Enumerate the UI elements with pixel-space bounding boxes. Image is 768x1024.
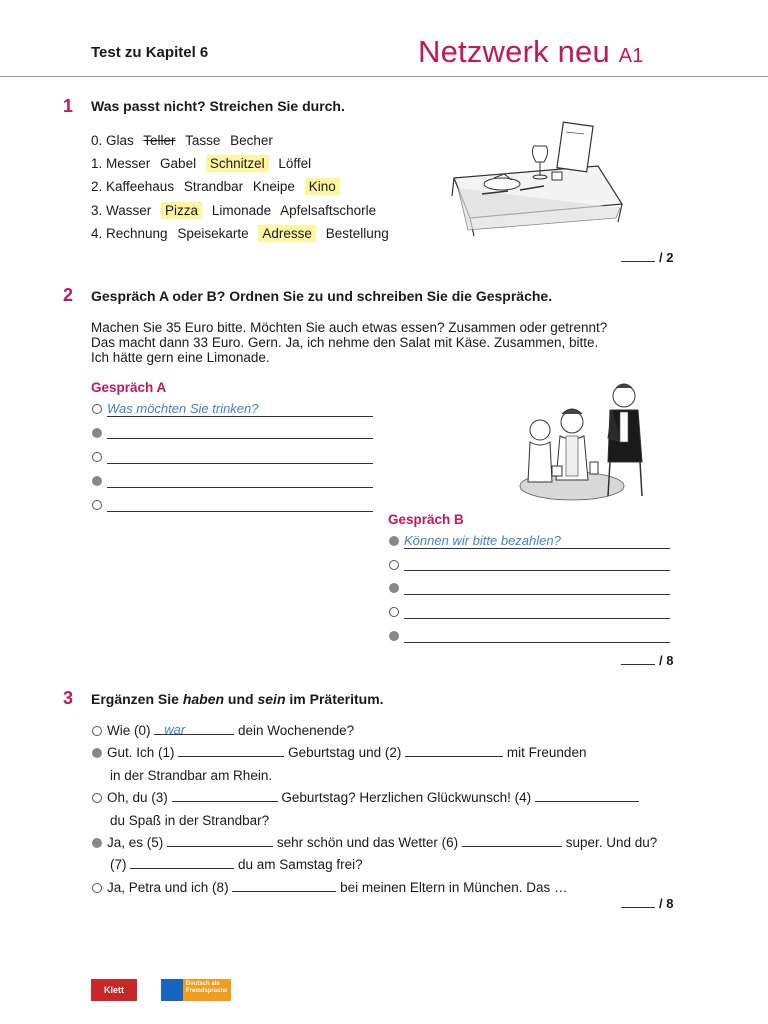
answer-blank[interactable] [130,858,234,869]
speaker-open-icon [92,883,102,893]
daf-logo-text [183,979,231,1001]
dialog-a-title: Gespräch A [91,380,167,395]
task1-row-2 [91,179,346,194]
text3-line-2 [107,745,586,760]
answer-line[interactable] [404,618,670,619]
answer-line[interactable] [107,416,373,417]
task1-row-1 [91,156,317,171]
dialog-b-title: Gespräch B [388,512,464,527]
task3-heading [91,691,384,707]
answer-blank[interactable] [232,881,336,892]
word: 4. Rechnung [91,226,168,241]
speaker-open-icon [92,793,102,803]
answer-blank[interactable] [167,836,273,847]
klett-text: Klett [104,985,124,995]
struck-word: Teller [143,133,176,148]
answer-blank[interactable] [154,724,234,735]
phrase-line: Ich hätte gern eine Limonade. [91,350,270,365]
text: sehr schön und das Wetter (6) [276,835,459,850]
brand-logo [418,34,644,70]
word: Bestellung [325,226,389,241]
speaker-filled-icon [389,536,399,546]
highlighted-word: Schnitzel [206,155,269,172]
heading-part: haben [182,691,225,707]
answer-line[interactable] [107,463,373,464]
header-divider [0,76,768,77]
phrase-line: Machen Sie 35 Euro bitte. Möchten Sie auch etwas essen? Zusammen oder getrennt? [91,320,608,335]
task1-row-0 [91,133,279,148]
task1-score [621,250,673,265]
word: Becher [230,133,273,148]
heading-part: und [224,691,258,707]
text: dein Wochenende? [238,723,355,738]
text: Gut. Ich (1) [107,745,175,760]
phrase-line: Das macht dann 33 Euro. Gern. Ja, ich nehme den Salat mit Käse. Zusammen, bitte. [91,335,599,350]
heading-part: sein [257,691,286,707]
word: 3. Wasser [91,203,152,218]
speaker-open-icon [92,404,102,414]
text3-line-6 [107,835,657,850]
text: (7) [110,857,127,872]
daf-logo-mark [161,979,183,1001]
answer-line[interactable] [404,548,670,549]
klett-logo [91,979,137,1001]
word: 0. Glas [91,133,134,148]
word: Gabel [160,156,197,171]
text3-line-7 [110,857,363,872]
answer-line[interactable] [107,487,373,488]
task3-number: 3 [63,688,74,708]
heading-part: im Präteritum. [285,691,384,707]
word: Strandbar [183,179,244,194]
text: du am Samstag frei? [238,857,363,872]
answer-blank[interactable] [462,836,562,847]
speaker-open-icon [92,500,102,510]
task2-score [621,653,673,668]
task2-heading: Gespräch A oder B? Ordnen Sie zu und schreiben Sie die Gespräche. [91,288,553,304]
score-label: / 8 [659,896,674,911]
speaker-filled-icon [92,838,102,848]
daf-line: Fremdsprache [186,988,228,994]
example-answer: war [164,722,186,737]
text: bei meinen Eltern in München. Das … [340,880,568,895]
answer-line[interactable] [107,438,373,439]
text3-line-5: du Spaß in der Strandbar? [110,813,270,828]
answer-blank[interactable] [535,791,639,802]
word: Kneipe [252,179,295,194]
word: 2. Kaffeehaus [91,179,175,194]
dialog-b-answer: Können wir bitte bezahlen? [404,533,561,548]
text: Wie (0) [107,723,151,738]
word: 1. Messer [91,156,151,171]
score-label: / 8 [659,653,674,668]
text: super. Und du? [565,835,658,850]
answer-line[interactable] [404,570,670,571]
word: Löffel [278,156,312,171]
restaurant-table-illustration [448,118,624,244]
answer-line[interactable] [107,511,373,512]
task1-heading: Was passt nicht? Streichen Sie durch. [91,98,345,114]
text: Oh, du (3) [107,790,168,805]
text3-line-3: in der Strandbar am Rhein. [110,768,273,783]
speaker-open-icon [389,560,399,570]
text: Ja, es (5) [107,835,164,850]
daf-line: Deutsch als [186,981,220,987]
answer-blank[interactable] [172,791,278,802]
highlighted-word: Adresse [258,225,316,242]
waiter-illustration [512,378,662,506]
speaker-filled-icon [389,631,399,641]
word: Tasse [185,133,221,148]
task1-row-3 [91,203,382,218]
task3-score [621,896,673,911]
text: Geburtstag und (2) [288,745,402,760]
brand-name: Netzwerk neu [418,34,610,69]
speaker-filled-icon [92,476,102,486]
word: Limonade [211,203,272,218]
answer-blank[interactable] [178,746,284,757]
text3-line-8 [107,880,567,895]
speaker-filled-icon [92,748,102,758]
dialog-a-answer: Was möchten Sie trinken? [107,401,259,416]
speaker-open-icon [92,452,102,462]
speaker-filled-icon [389,583,399,593]
text: Geburtstag? Herzlichen Glückwunsch! (4) [281,790,532,805]
speaker-open-icon [389,607,399,617]
speaker-filled-icon [92,428,102,438]
highlighted-word: Kino [305,178,340,195]
answer-line[interactable] [404,594,670,595]
test-title: Test zu Kapitel 6 [91,44,209,61]
phrase-box [91,320,607,365]
task1-row-4 [91,226,395,241]
task1-number: 1 [63,96,74,116]
answer-blank[interactable] [405,746,503,757]
word: Apfelsaftschorle [280,203,377,218]
answer-line[interactable] [404,642,670,643]
brand-level: A1 [618,45,644,67]
text: Ja, Petra und ich (8) [107,880,229,895]
speaker-open-icon [92,726,102,736]
highlighted-word: Pizza [161,202,202,219]
text3-line-1 [107,723,354,738]
text3-line-4 [107,790,639,805]
task2-number: 2 [63,285,74,305]
score-label: / 2 [659,250,674,265]
heading-part: Ergänzen Sie [91,691,183,707]
daf-logo [161,979,231,1001]
word: Speisekarte [177,226,249,241]
text: mit Freunden [506,745,587,760]
